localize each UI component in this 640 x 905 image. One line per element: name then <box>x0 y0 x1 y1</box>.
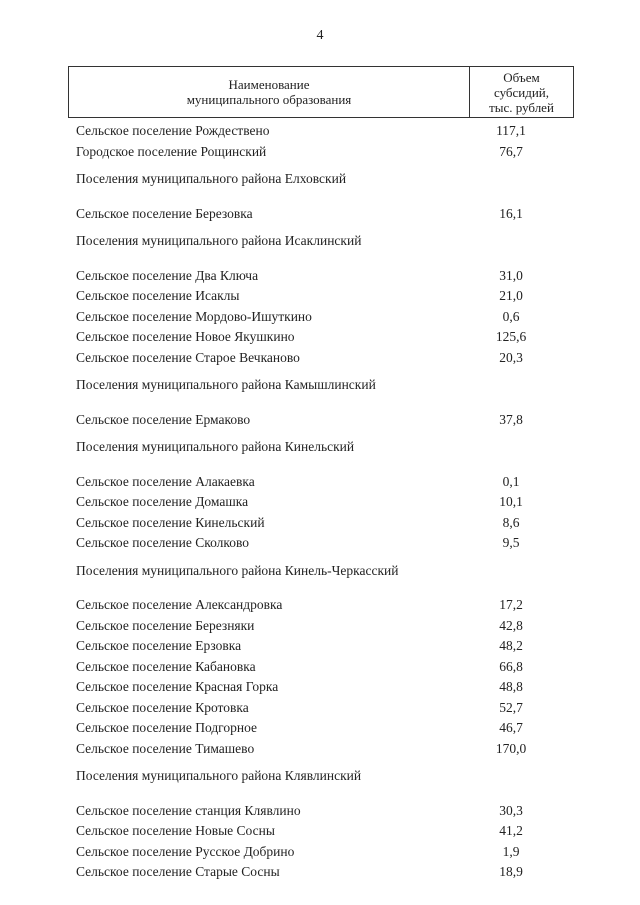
subsidy-value: 31,0 <box>499 267 523 283</box>
municipality-name: Сельское поселение Новое Якушкино <box>76 329 295 345</box>
table-row <box>76 842 546 863</box>
municipality-name: Сельское поселение Кабановка <box>76 658 256 674</box>
table-row <box>76 513 546 534</box>
table-row <box>76 616 546 637</box>
subsidy-value: 46,7 <box>499 720 523 736</box>
municipality-name: Сельское поселение Александровка <box>76 597 283 613</box>
table-row <box>76 142 546 163</box>
municipality-name: Сельское поселение Тимашево <box>76 740 255 756</box>
subsidy-value: 8,6 <box>502 514 520 530</box>
municipality-name: Сельское поселение Мордово-Ишуткино <box>76 308 312 324</box>
subsidy-value: 48,2 <box>499 638 523 654</box>
municipality-name: Сельское поселение Русское Добрино <box>76 843 295 859</box>
subsidy-value: 9,5 <box>502 535 520 551</box>
municipality-name: Сельское поселение Алакаевка <box>76 473 255 489</box>
column-header-volume-line2: субсидий, <box>493 84 550 100</box>
subsidy-value: 17,2 <box>499 597 523 613</box>
group-heading: Поселения муниципального района Камышлинский <box>76 377 376 393</box>
municipality-name: Сельское поселение Новые Сосны <box>76 823 275 839</box>
municipality-name: Сельское поселение Подгорное <box>76 720 258 736</box>
table-row <box>76 121 546 142</box>
municipality-name: Сельское поселение Кротовка <box>76 699 249 715</box>
municipality-name: Сельское поселение Ерзовка <box>76 638 242 654</box>
table-row <box>76 410 546 431</box>
group-heading: Поселения муниципального района Елховский <box>76 171 347 187</box>
municipality-name: Сельское поселение Старые Сосны <box>76 864 280 880</box>
group-heading: Поселения муниципального района Кинель-Черкасский <box>76 562 399 578</box>
column-header-name <box>69 67 470 117</box>
municipality-name: Сельское поселение Ермаково <box>76 411 251 427</box>
municipality-name: Городское поселение Рощинский <box>76 143 267 159</box>
table-row <box>76 698 546 719</box>
table-row <box>76 636 546 657</box>
municipality-name: Сельское поселение станция Клявлино <box>76 802 301 818</box>
table-row <box>76 862 546 883</box>
municipality-name: Сельское поселение Рождествено <box>76 123 270 139</box>
table-row <box>76 327 546 348</box>
table-row <box>76 595 546 616</box>
subsidy-value: 1,9 <box>502 843 520 859</box>
municipality-name: Сельское поселение Красная Горка <box>76 679 279 695</box>
subsidy-value: 66,8 <box>499 658 523 674</box>
table-row <box>76 801 546 822</box>
subsidy-value: 170,0 <box>495 740 527 756</box>
subsidy-value: 16,1 <box>499 205 523 221</box>
column-header-volume-line1: Объем <box>503 69 540 85</box>
table-row <box>76 472 546 493</box>
municipality-name: Сельское поселение Два Ключа <box>76 267 259 283</box>
municipality-name: Сельское поселение Сколково <box>76 535 250 551</box>
table-body <box>76 121 546 883</box>
municipality-name: Сельское поселение Кинельский <box>76 514 265 530</box>
group-heading: Поселения муниципального района Исаклинский <box>76 233 362 249</box>
column-header-name-line1: Наименование <box>228 77 310 92</box>
table-header <box>68 66 574 118</box>
table-row <box>76 348 546 369</box>
group-heading: Поселения муниципального района Кинельский <box>76 439 355 455</box>
table-row <box>76 266 546 287</box>
table-row <box>76 677 546 698</box>
table-row <box>76 492 546 513</box>
column-header-volume <box>470 67 573 117</box>
table-row <box>76 307 546 328</box>
subsidy-value: 20,3 <box>499 349 523 365</box>
column-header-name-line2: муниципального образования <box>186 92 352 107</box>
subsidy-value: 37,8 <box>499 411 523 427</box>
group-heading: Поселения муниципального района Клявлинский <box>76 768 362 784</box>
subsidy-value: 0,1 <box>502 473 520 489</box>
subsidy-value: 18,9 <box>499 864 523 880</box>
subsidy-value: 10,1 <box>499 494 523 510</box>
subsidy-value: 48,8 <box>499 679 523 695</box>
subsidy-value: 21,0 <box>499 288 523 304</box>
subsidy-value: 30,3 <box>499 802 523 818</box>
municipality-name: Сельское поселение Старое Вечканово <box>76 349 300 365</box>
municipality-name: Сельское поселение Березовка <box>76 205 253 221</box>
table-row <box>76 718 546 739</box>
municipality-name: Сельское поселение Домашка <box>76 494 249 510</box>
subsidy-value: 125,6 <box>495 329 527 345</box>
subsidy-value: 52,7 <box>499 699 523 715</box>
page-number: 4 <box>316 28 324 43</box>
municipality-name: Сельское поселение Исаклы <box>76 288 240 304</box>
table-row <box>76 286 546 307</box>
municipality-name: Сельское поселение Березняки <box>76 617 255 633</box>
table-row <box>76 657 546 678</box>
table-row <box>76 533 546 554</box>
subsidy-value: 0,6 <box>502 308 520 324</box>
subsidy-value: 117,1 <box>496 123 526 139</box>
column-header-volume-line3: тыс. рублей <box>489 99 554 115</box>
table-row <box>76 821 546 842</box>
table-row <box>76 739 546 760</box>
subsidy-value: 42,8 <box>499 617 523 633</box>
subsidy-value: 41,2 <box>499 823 523 839</box>
subsidy-value: 76,7 <box>499 143 523 159</box>
table-row <box>76 204 546 225</box>
